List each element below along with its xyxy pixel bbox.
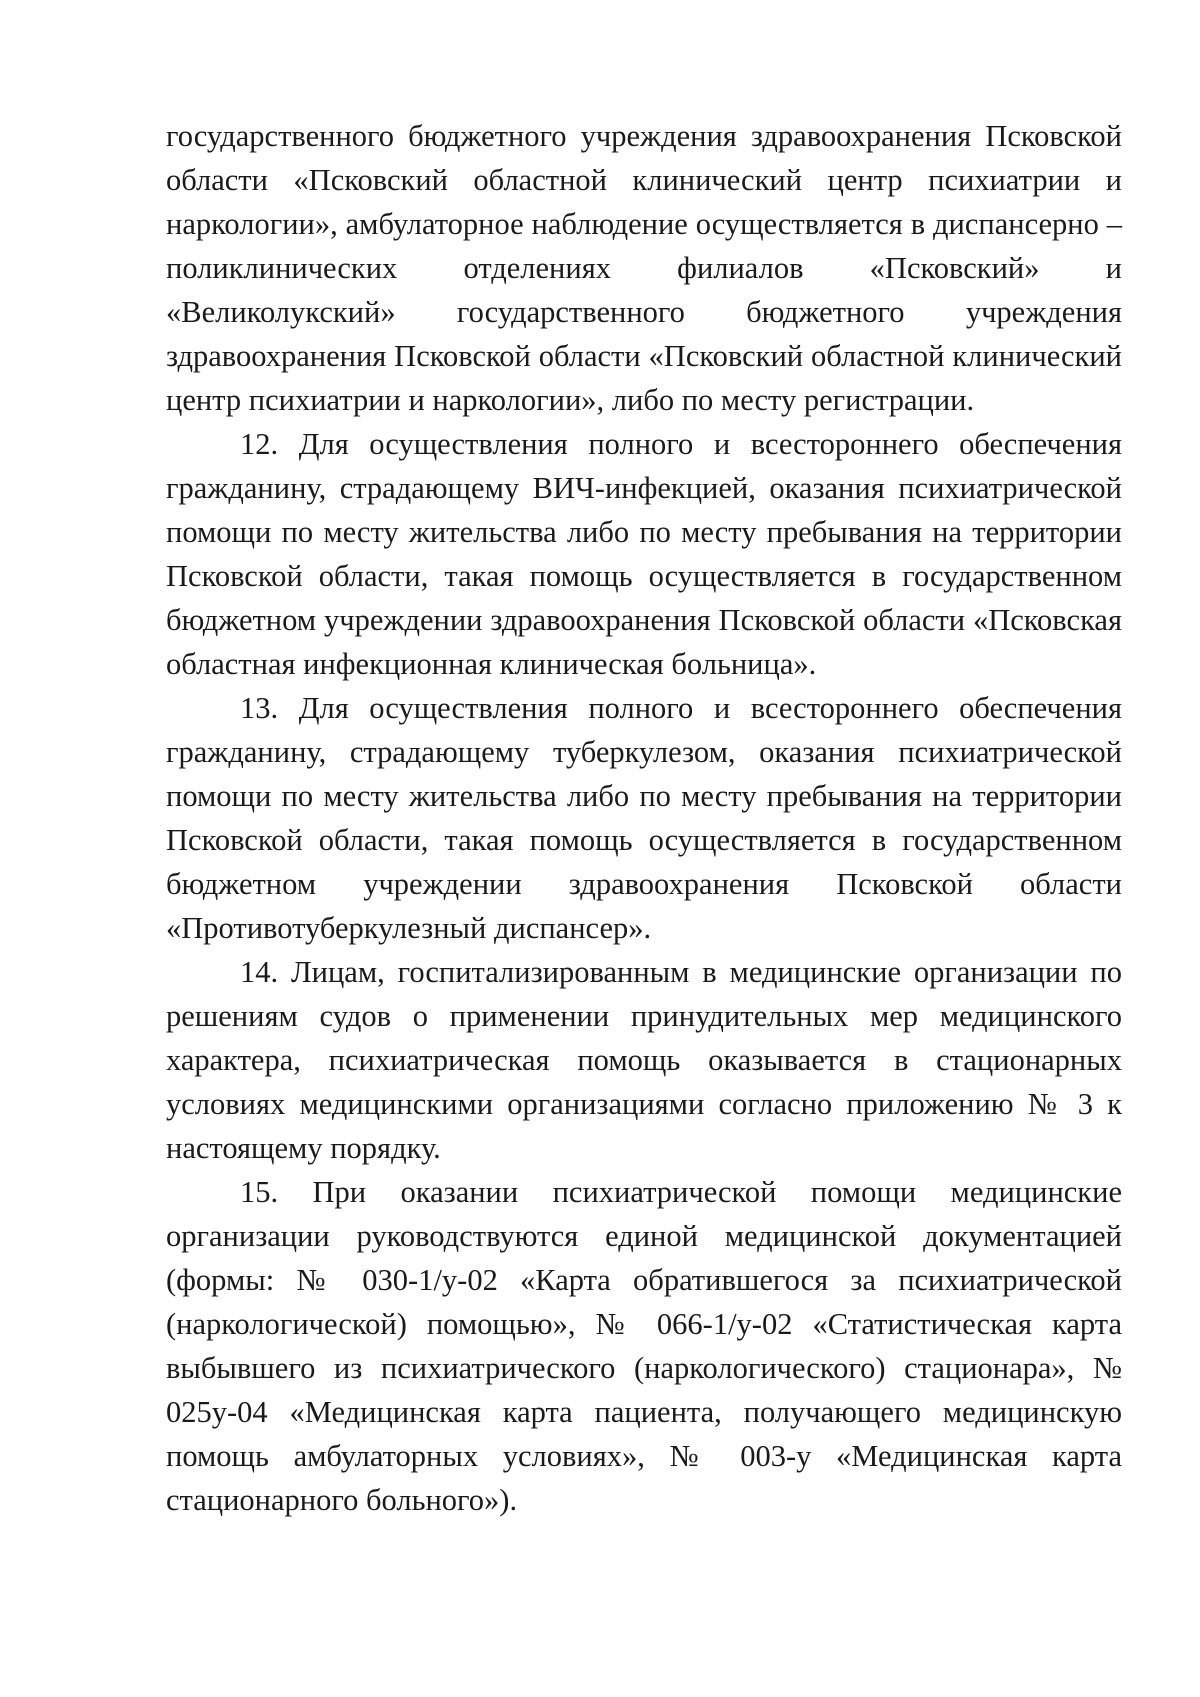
paragraph-11-continuation: государственного бюджетного учреждения здравоохранения Псковской области «Псковский областной клинический центр психиатрии и наркологии», амбулаторное наблюдение осуществляется в диспансерно – поликлинических отделениях филиалов «Псковский» и «Великолукский» государственного бюджетного учреждения здравоохранения Псковской области «Псковский областной клинический центр психиатрии и наркологии», либо по месту регистрации. xyxy=(166,119,1122,417)
paragraph-12: 12. Для осуществления полного и всестороннего обеспечения гражданину, страдающему ВИЧ-инфекцией, оказания психиатрической помощи по месту жительства либо по месту пребывания на территории Псковской области, такая помощь осуществляется в государственном бюджетном учреждении здравоохранения Псковской области «Псковская областная инфекционная клиническая больница». xyxy=(166,427,1122,681)
paragraph-13: 13. Для осуществления полного и всестороннего обеспечения гражданину, страдающему туберкулезом, оказания психиатрической помощи по месту жительства либо по месту пребывания на территории Псковской области, такая помощь осуществляется в государственном бюджетном учреждении здравоохранения Псковской области «Противотуберкулезный диспансер». xyxy=(166,691,1122,945)
document-body xyxy=(166,114,1122,1522)
paragraph-15: 15. При оказании психиатрической помощи медицинские организации руководствуются единой медицинской документацией (формы: № 030-1/у-02 «Карта обратившегося за психиатрической (наркологической) помощью», № 066-1/у-02 «Статистическая карта выбывшего из психиатрического (наркологического) стационара», № 025у-04 «Медицинская карта пациента, получающего медицинскую помощь амбулаторных условиях», № 003-у «Медицинская карта стационарного больного»). xyxy=(166,1175,1122,1517)
paragraph-14: 14. Лицам, госпитализированным в медицинские организации по решениям судов о применении принудительных мер медицинского характера, психиатрическая помощь оказывается в стационарных условиях медицинскими организациями согласно приложению № 3 к настоящему порядку. xyxy=(166,955,1122,1165)
